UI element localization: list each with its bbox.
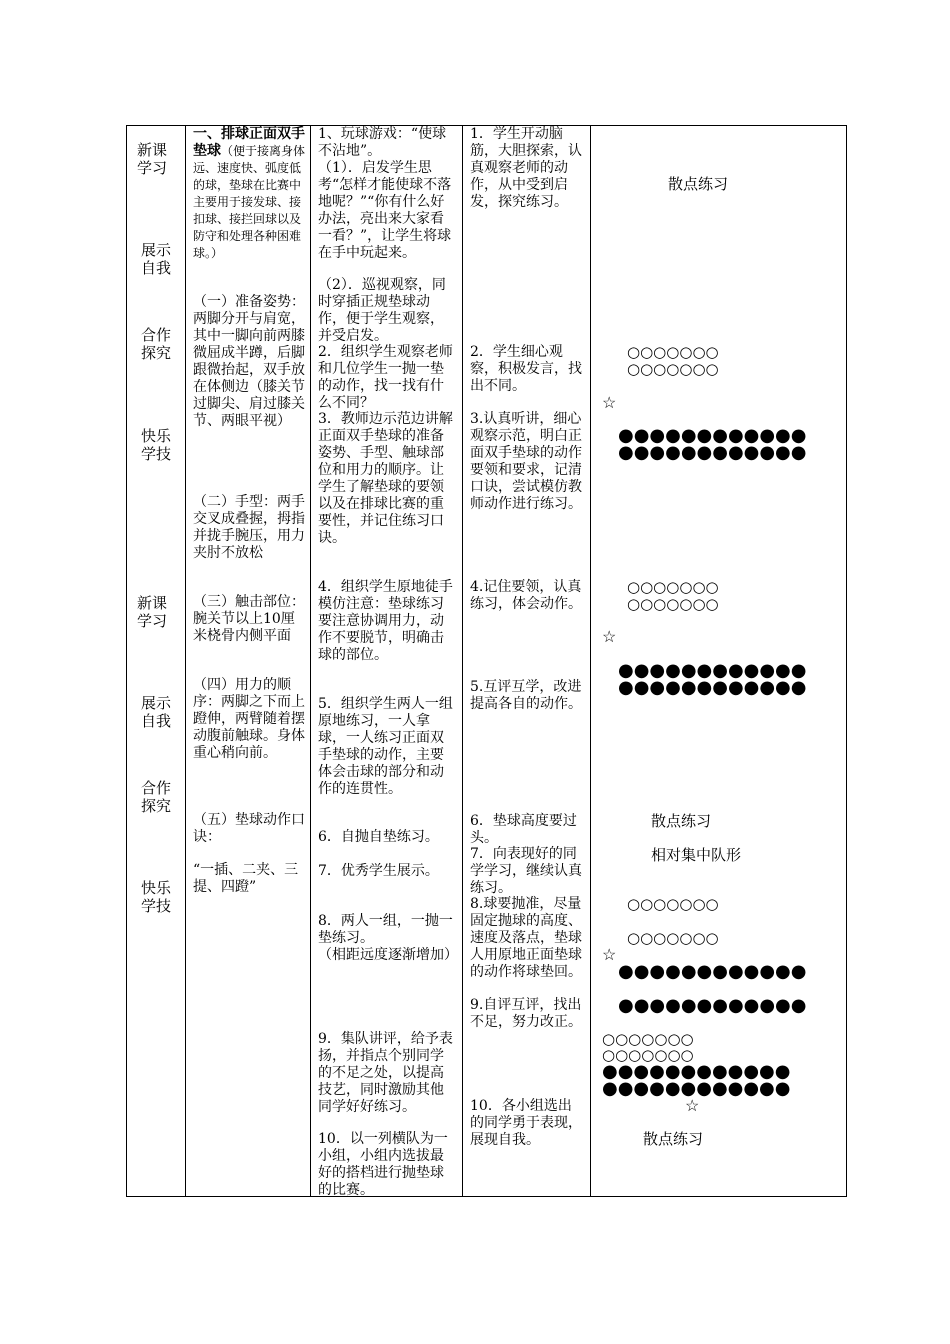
formation-hollow-row: ○○○○○○○	[627, 595, 719, 613]
content-force: （四）用力的顺序：两脚之下而上蹬伸，两臂随着摆动腹前触球。身体重心稍向前。	[193, 677, 305, 761]
org-relative-label: 相对集中队形	[651, 846, 742, 864]
content-title: 一、排球正面双手垫球	[193, 126, 305, 159]
formation-hollow-row: ○○○○○○○	[627, 578, 719, 596]
formation-hollow-row: ○○○○○○○	[627, 360, 719, 378]
formation-hollow-row: ○○○○○○○	[627, 343, 719, 361]
formation-solid-row: ●●●●●●●●●●●●	[618, 660, 807, 681]
content-prep: （一）准备姿势：两脚分开与肩宽，其中一脚向前两膝微屈成半蹲，后脚跟微抬起，双手放在体侧边（膝关节过脚尖、肩过膝关节、两眼平视）	[193, 294, 305, 429]
teacher-step-8a: （相距远度逐渐增加）	[318, 947, 458, 963]
content-title-note: （便于接离身体远、速度快、弧度低的球，垫球在比赛中主要用于接发球、接扣球、接拦回球以及防守和处理各种困难球。）	[193, 144, 306, 260]
teacher-step-10: 10．以一列横队为一小组，小组内选拔最好的搭档进行抛垫球的比赛。	[318, 1131, 448, 1198]
stage-label: 合作 探究	[140, 779, 171, 815]
teacher-step-4: 4．组织学生原地徒手模仿注意：垫球练习要注意协调用力，动作不要脱节，明确击球的部位。	[318, 579, 453, 663]
stage-label: 展示 自我	[140, 241, 171, 277]
column-divider	[310, 125, 311, 1197]
teacher-step-6: 6．自抛自垫练习。	[318, 829, 439, 845]
teacher-star-icon: ☆	[685, 1096, 700, 1115]
student-step-6: 6．垫球高度要过头。	[470, 813, 577, 846]
student-step-3: 3.认真听讲，细心观察示范，明白正面双手垫球的动作要领和要求，记清口诀，尝试模仿教师动作进行练习。	[470, 411, 582, 512]
student-step-9: 9.自评互评，找出不足，努力改正。	[470, 997, 582, 1030]
teacher-star-icon: ☆	[602, 393, 617, 412]
formation-solid-row: ●●●●●●●●●●●●	[618, 995, 807, 1016]
org-scatter-label: 散点练习	[643, 1130, 704, 1148]
column-divider	[462, 125, 463, 1197]
formation-solid-row: ●●●●●●●●●●●●	[618, 425, 807, 446]
content-rhyme: “一插、二夹、三提、四蹬”	[193, 862, 299, 895]
student-step-4: 4.记住要领，认真练习，体会动作。	[470, 579, 582, 612]
teacher-step-1b: （2）．巡视观察，同时穿插正规垫球动作，便于学生观察，并受启发。	[318, 277, 446, 344]
formation-solid-row: ●●●●●●●●●●●●	[602, 1061, 791, 1082]
formation-solid-row: ●●●●●●●●●●●●	[618, 961, 807, 982]
formation-hollow-row: ○○○○○○○	[602, 1030, 694, 1048]
stage-label: 展示 自我	[140, 694, 171, 730]
teacher-step-1: 1、玩球游戏：“使球不沾地”。	[318, 126, 447, 159]
stage-label: 快乐 学技	[140, 879, 171, 915]
formation-hollow-row: ○○○○○○○	[602, 1046, 694, 1064]
student-step-8: 8.球要抛准，尽量固定抛球的高度、速度及落点，垫球人用原地正面垫球的动作将球垫回。	[470, 896, 582, 980]
formation-solid-row: ●●●●●●●●●●●●	[618, 442, 807, 463]
formation-solid-row: ●●●●●●●●●●●●	[602, 1078, 791, 1099]
teacher-step-1a: （1）．启发学生思考“怎样才能使球不落地呢？”“你有什么好办法，亮出来大家看一看？”，让学生将球在手中玩起来。	[318, 160, 452, 261]
stage-label: 合作 探究	[140, 326, 171, 362]
teacher-step-2: 2．组织学生观察老师和几位学生一抛一垫的动作，找一找有什么不同？	[318, 344, 453, 411]
stage-label: 新课 学习	[136, 594, 167, 630]
content-hand: （二）手型：两手交叉成叠握，拇指并拢手腕压，用力夹肘不放松	[193, 494, 305, 561]
column-divider	[185, 125, 186, 1197]
org-scatter-label: 散点练习	[668, 175, 729, 193]
stage-label: 快乐 学技	[140, 427, 171, 463]
org-scatter-label: 散点练习	[651, 812, 712, 830]
teacher-step-8: 8．两人一组，一抛一垫练习。	[318, 913, 453, 946]
stage-label: 新课 学习	[136, 141, 167, 177]
teacher-star-icon: ☆	[602, 627, 617, 646]
teacher-step-7: 7．优秀学生展示。	[318, 863, 439, 879]
content-contact: （三）触击部位：腕关节以上10厘米桡骨内侧平面	[193, 594, 305, 644]
teacher-step-3: 3．教师边示范边讲解正面双手垫球的准备姿势、手型、触球部位和用力的顺序。让学生了解垫球的要领以及在排球比赛的重要性，并记住练习口诀。	[318, 411, 453, 546]
formation-solid-row: ●●●●●●●●●●●●	[618, 677, 807, 698]
student-step-7: 7．向表现好的同学学习，继续认真练习。	[470, 846, 582, 896]
content-rhyme-title: （五）垫球动作口诀：	[193, 812, 305, 845]
teacher-step-9: 9．集队讲评，给予表扬，并指点个别同学的不足之处，以提高技艺，同时激励其他同学好好练习。	[318, 1031, 453, 1115]
student-step-5: 5.互评互学，改进提高各自的动作。	[470, 679, 582, 712]
student-step-2: 2．学生细心观察，积极发言，找出不同。	[470, 344, 582, 394]
teacher-star-icon: ☆	[602, 945, 617, 964]
student-step-10: 10．各小组选出的同学勇于表现，展现自我。	[470, 1098, 582, 1148]
column-divider	[590, 125, 591, 1197]
teacher-step-5: 5．组织学生两人一组原地练习，一人拿球，一人练习正面双手垫球的动作，主要体会击球的部分和动作的连贯性。	[318, 696, 453, 797]
formation-hollow-row: ○○○○○○○	[627, 895, 719, 913]
formation-hollow-row: ○○○○○○○	[627, 929, 719, 947]
content-title-block	[193, 126, 305, 262]
student-step-1: 1．学生开动脑筋，大胆探索，认真观察老师的动作，从中受到启发，探究练习。	[470, 126, 582, 210]
